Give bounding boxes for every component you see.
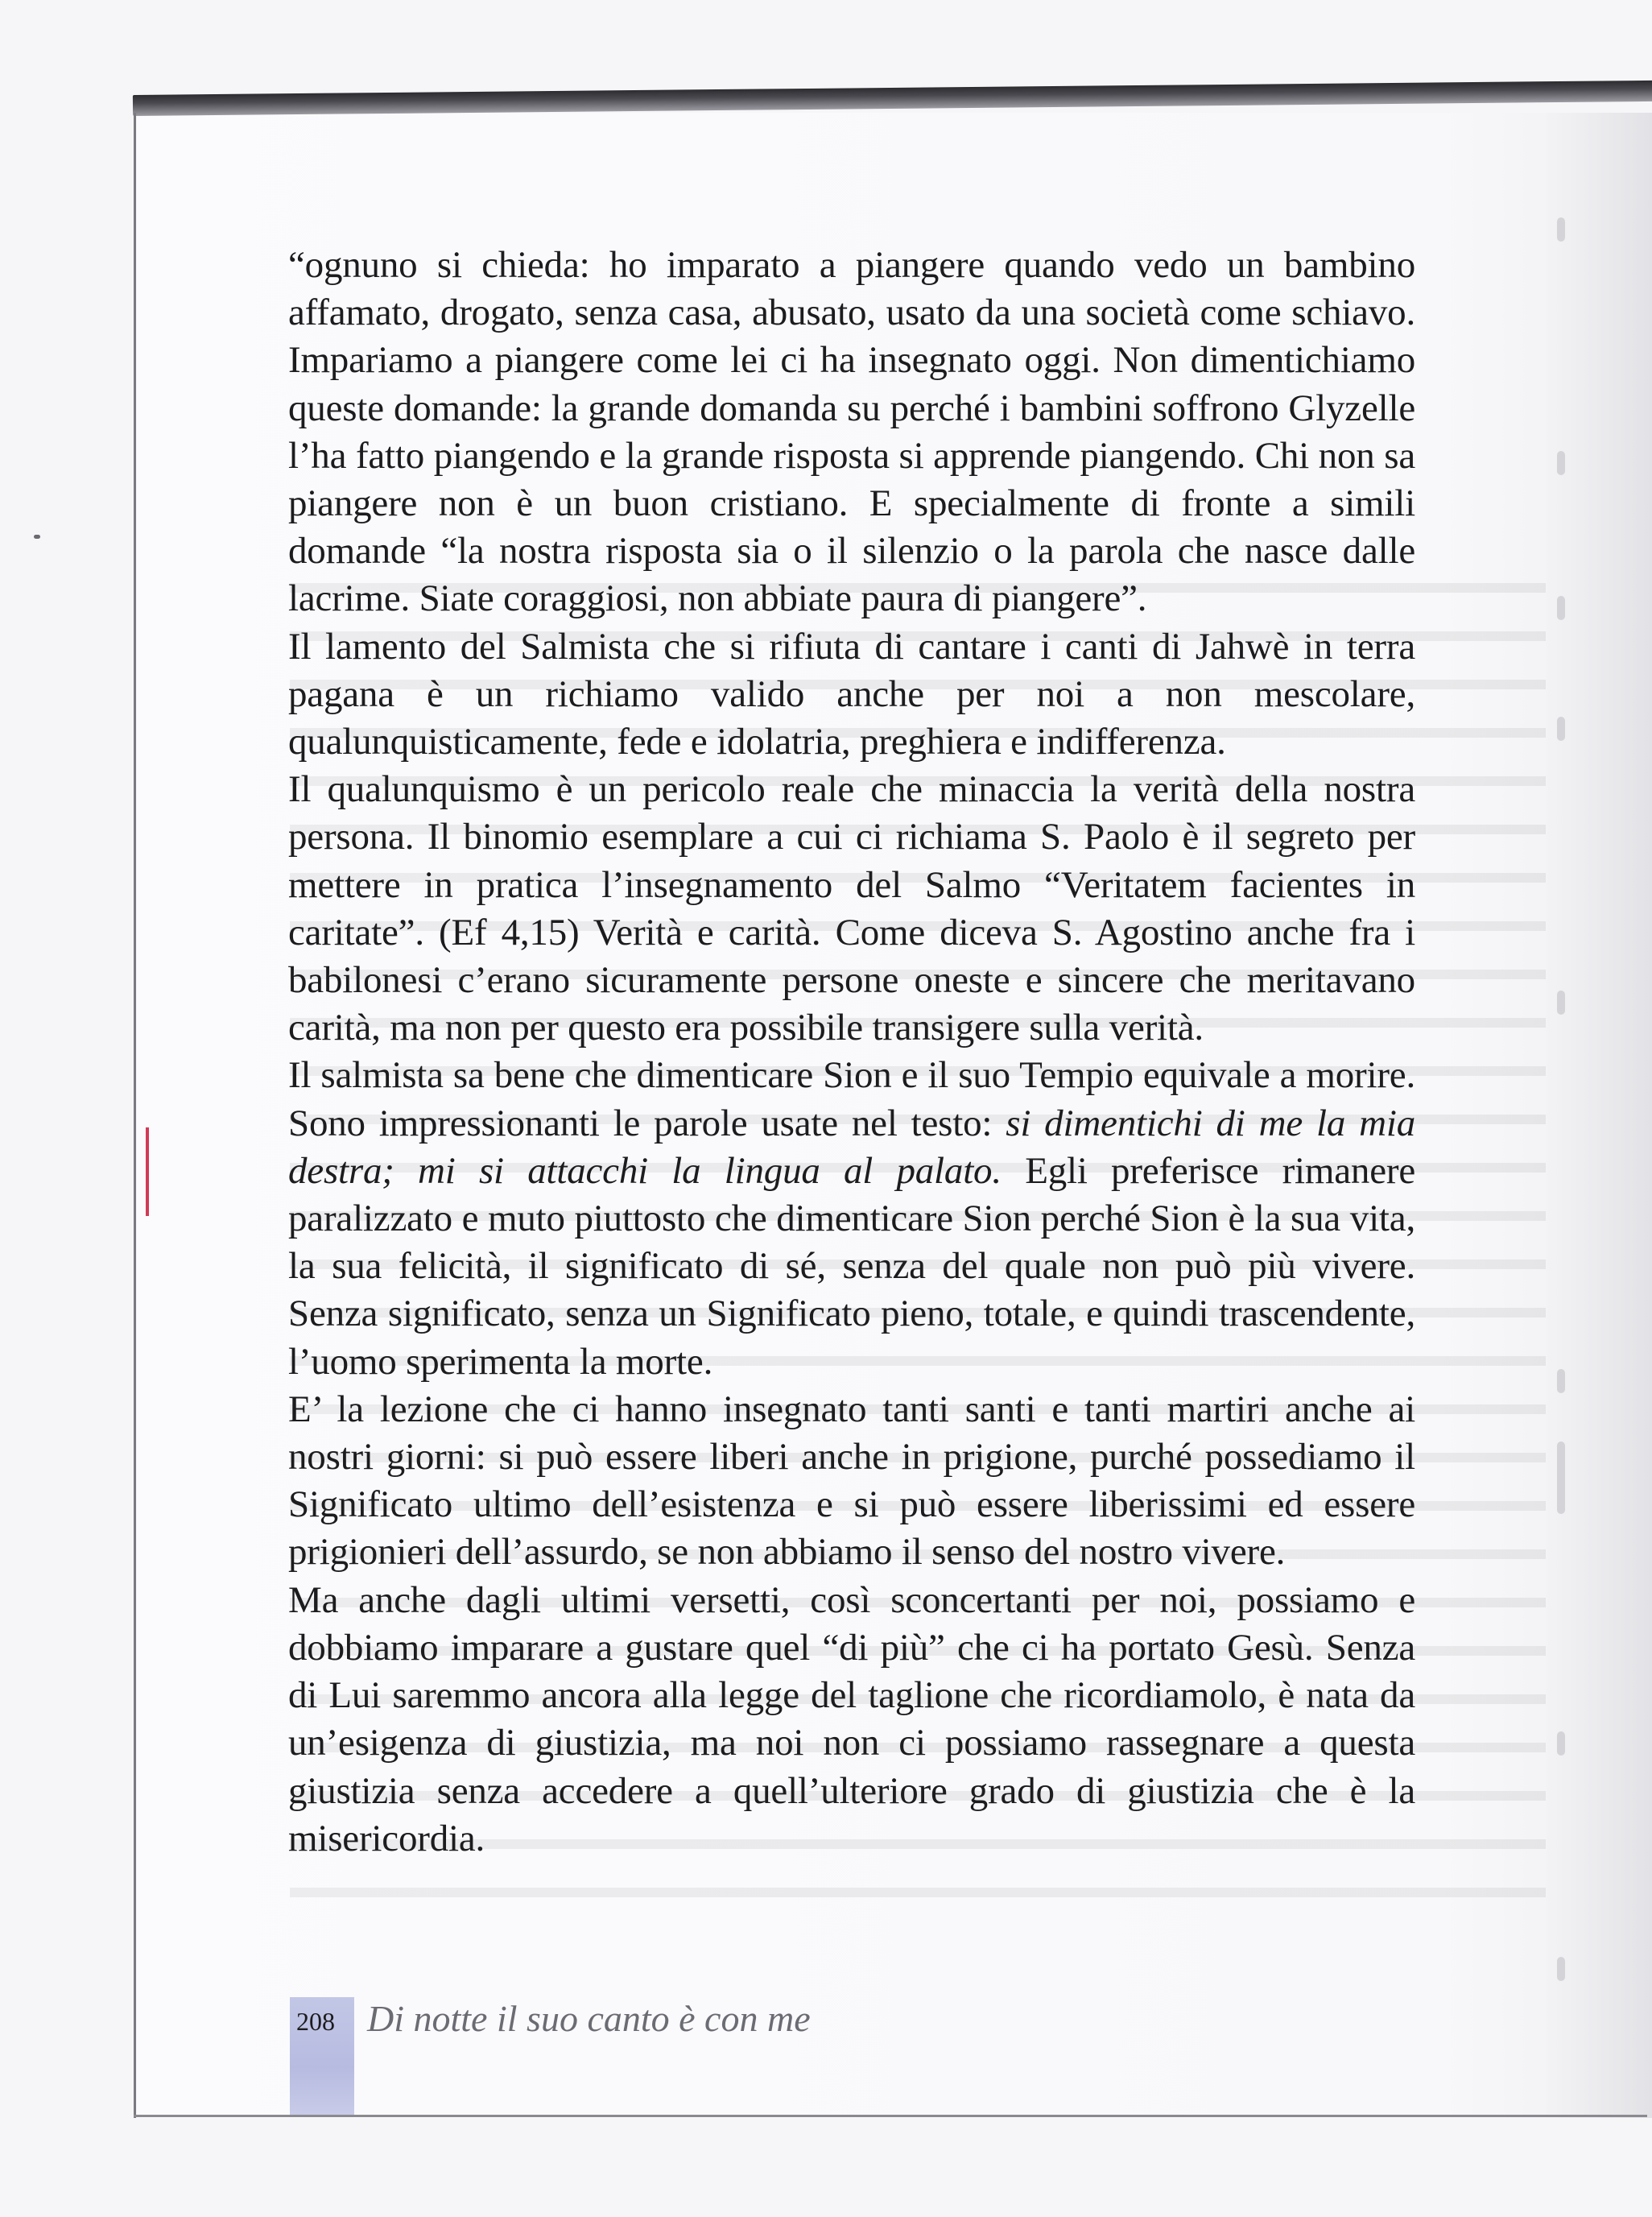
paragraph	[288, 1386, 1415, 1577]
binding-stitch	[1557, 451, 1565, 475]
paragraph-text: Il qualunquismo è un pericolo reale che minaccia la verità della nostra persona. Il binomio esemplare a cui ci richiama S. Paolo è il segreto per mettere in pratica l’insegnamento del Salmo “Veritatem facientes in caritate”. (Ef 4,15) Verità e carità. Come diceva S. Agostino anche fra i babilonesi c’erano sicuramente persone oneste e sincere che meritavano carità, ma non per questo era possibile transigere sulla verità.	[288, 768, 1415, 1049]
body-text	[288, 242, 1415, 1863]
binding-stitch	[1557, 991, 1565, 1015]
binding-stitch	[1557, 1731, 1565, 1756]
page-bottom-edge	[134, 2115, 1647, 2117]
running-title: Di notte il suo canto è con me	[367, 1998, 811, 2039]
paragraph	[288, 766, 1415, 1052]
paragraph-text: “ognuno si chieda: ho imparato a piangere quando vedo un bambino affamato, drogato, senza casa, abusato, usato da una società come schiavo. Impariamo a piangere come lei ci ha insegnato oggi. Non dimentichiamo queste domande: la grande domanda su perché i bambini soffrono Glyzelle l’ha fatto piangendo e la grande risposta si apprende piangendo. Chi non sa piangere non è un buon cristiano. E specialmente di fronte a simili domande “la nostra risposta sia o il silenzio o la parola che nasce dalle lacrime. Siate coraggiosi, non abbiate paura di piangere”.	[288, 244, 1415, 620]
binding-stitch	[1557, 717, 1565, 741]
paragraph	[288, 623, 1415, 767]
page-number: 208	[296, 2007, 335, 2036]
book-binding	[1546, 113, 1652, 2118]
binding-stitch	[1557, 1369, 1565, 1393]
paragraph-text: Il lamento del Salmista che si rifiuta di cantare i canti di Jahwè in terra pagana è un richiamo valido anche per noi a non mescolare, qualunquisticamente, fede e idolatria, preghiera e indifferenza.	[288, 625, 1415, 763]
paragraph-text: E’ la lezione che ci hanno insegnato tanti santi e tanti martiri anche ai nostri giorni: si può essere liberi anche in prigione, purché possediamo il Significato ultimo dell’esistenza e si può essere liberissimi ed essere prigionieri dell’assurdo, se non abbiamo il senso del nostro vivere.	[288, 1388, 1415, 1574]
paragraph	[288, 242, 1415, 623]
paragraph-text: Il salmista sa bene che dimenticare Sion e il suo Tempio equivale a morire. Sono impressionanti le parole usate nel testo:	[288, 1054, 1415, 1144]
paragraph	[288, 1577, 1415, 1863]
binding-stitch	[1557, 1441, 1565, 1514]
paragraph-text: Ma anche dagli ultimi versetti, così sconcertanti per noi, possiamo e dobbiamo imparare a gustare quel “di più” che ci ha portato Gesù. Senza di Lui saremmo ancora alla legge del taglione che ricordiamolo, è nata da un’esigenza di giustizia, ma noi non ci possiamo rassegnare a questa giustizia senza accedere a quell’ulteriore grado di giustizia che è la misericordia.	[288, 1578, 1415, 1859]
page-left-edge	[134, 113, 136, 2118]
paragraph	[288, 1052, 1415, 1385]
binding-stitch	[1557, 596, 1565, 620]
italic-quote: si dimentichi di me la mia destra; mi si attacchi la lingua al palato.	[288, 1102, 1415, 1192]
binding-stitch	[1557, 217, 1565, 242]
red-margin-mark	[146, 1127, 149, 1216]
page-number-tab	[290, 1997, 354, 2115]
binding-stitch	[1557, 1957, 1565, 1981]
paragraph-text: Egli preferisce rimanere paralizzato e muto piuttosto che dimenticare Sion perché Sion è la sua vita, la sua felicità, il significato di sé, senza del quale non può più vivere. Senza significato, senza un Significato pieno, totale, e quindi trascendente, l’uomo sperimenta la morte.	[288, 1149, 1415, 1383]
scan-speck	[34, 535, 40, 539]
page-footer	[290, 1997, 1256, 2115]
